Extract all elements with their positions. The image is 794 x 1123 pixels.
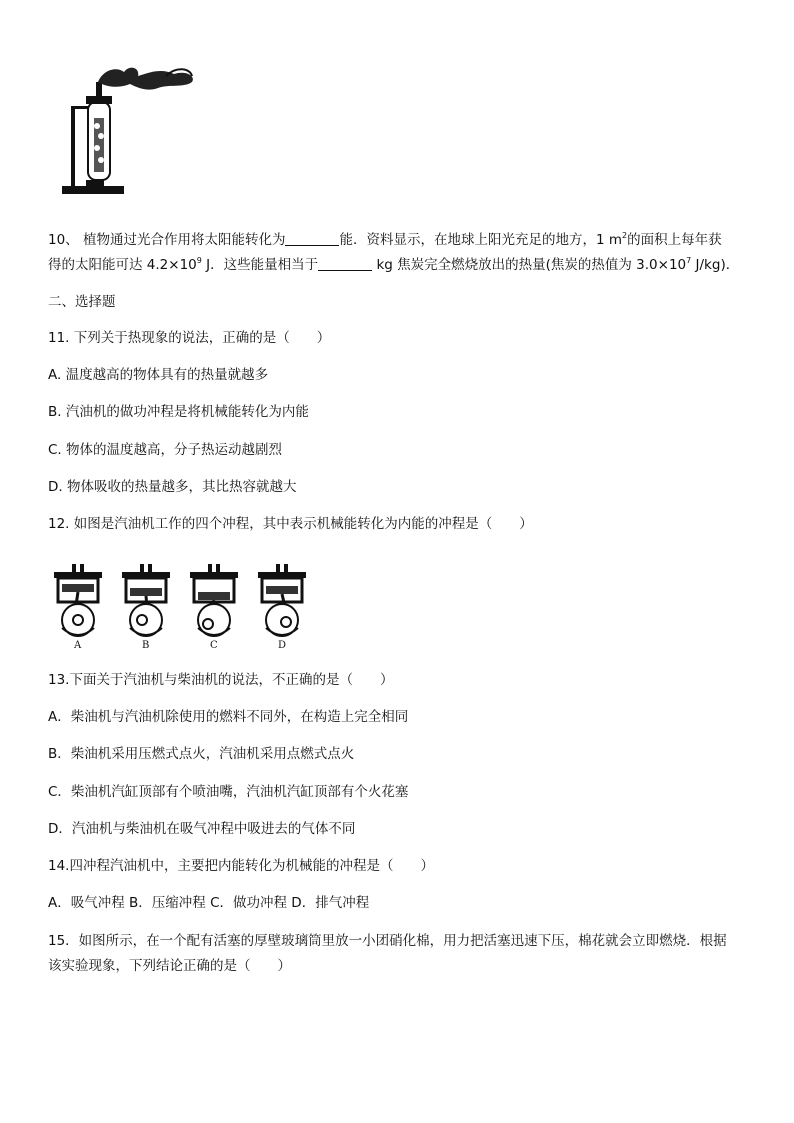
question-10-line-1: 10、 植物通过光合作用将太阳能转化为 能．资料显示，在地球上阳光充足的地方，1 $m^2$的面积上每年获 [48, 231, 722, 248]
engine-diagrams [50, 562, 310, 640]
question-15-line-2: 该实验现象，下列结论正确的是（ ） [48, 958, 291, 974]
question-13-option-c[interactable]: C．柴油机汽缸顶部有个喷油嘴，汽油机汽缸顶部有个火花塞 [48, 784, 409, 800]
question-11-stem: 11. 下列关于热现象的说法，正确的是（ ） [48, 330, 331, 346]
question-11-option-a[interactable]: A. 温度越高的物体具有的热量就越多 [48, 367, 269, 383]
engine-a [54, 564, 102, 636]
question-13-option-d[interactable]: D．汽油机与柴油机在吸气冲程中吸进去的气体不同 [48, 821, 356, 837]
question-11-option-d[interactable]: D. 物体吸收的热量越多，其比热容就越大 [48, 479, 297, 495]
engine-label-a: A [74, 640, 82, 651]
engine-d [258, 564, 306, 636]
question-number: 10、 [48, 232, 79, 248]
apparatus-figure [58, 62, 198, 202]
engine-c [190, 564, 238, 636]
engine-b [122, 564, 170, 636]
question-14-stem: 14.四冲程汽油机中，主要把内能转化为机械能的冲程是（ ） [48, 858, 434, 874]
engine-label-c: C [210, 640, 218, 651]
question-13-option-b[interactable]: B．柴油机采用压燃式点火，汽油机采用点燃式点火 [48, 746, 355, 762]
answer-blank-2[interactable] [318, 256, 372, 271]
question-11-option-c[interactable]: C. 物体的温度越高，分子热运动越剧烈 [48, 442, 283, 458]
question-11-option-b[interactable]: B. 汽油机的做功冲程是将机械能转化为内能 [48, 404, 309, 420]
question-14-options[interactable]: A．吸气冲程 B．压缩冲程 C．做功冲程 D．排气冲程 [48, 895, 370, 911]
question-13-stem: 13.下面关于汽油机与柴油机的说法，不正确的是（ ） [48, 672, 394, 688]
question-15-line-1: 15．如图所示，在一个配有活塞的厚壁玻璃筒里放一小团硝化棉，用力把活塞迅速下压，棉花就会立即燃烧．根据 [48, 933, 727, 949]
engine-label-b: B [142, 640, 150, 651]
question-12-stem: 12. 如图是汽油机工作的四个冲程，其中表示机械能转化为内能的冲程是（ ） [48, 516, 533, 532]
engine-label-d: D [278, 640, 287, 651]
answer-blank-1[interactable] [285, 231, 339, 246]
question-10-line-2: 得的太阳能可达 $4.2\times 10^9$ J．这些能量相当于 kg 焦炭完全燃烧放出的热量(焦炭的热值为 $3.0\times 10^7$ J/kg)． [48, 256, 740, 273]
question-13-option-a[interactable]: A．柴油机与汽油机除使用的燃料不同外，在构造上完全相同 [48, 709, 409, 725]
engine-strokes-figure [50, 562, 310, 654]
section-title: 二、选择题 [48, 294, 116, 310]
